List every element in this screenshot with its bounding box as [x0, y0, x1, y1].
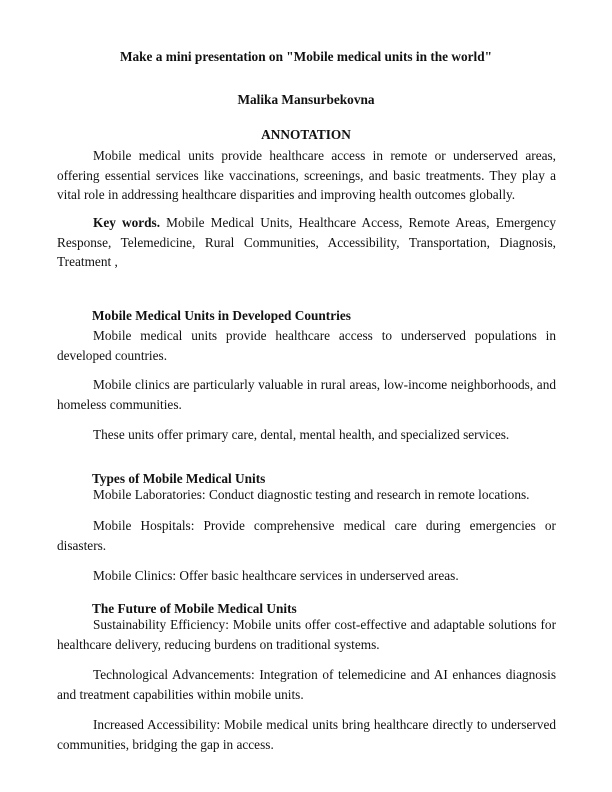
author-name: Malika Mansurbekovna [237, 92, 375, 107]
section-heading-developed-countries: Mobile Medical Units in Developed Countries [92, 308, 351, 323]
section-3-paragraph-1: Sustainability Efficiency: Mobile units offer cost-effective and adaptable solutions for healthcare delivery, reducing burdens on traditional systems. [57, 617, 556, 652]
document-title: Make a mini presentation on "Mobile medical units in the world" [119, 49, 493, 64]
keywords-paragraph [57, 213, 556, 272]
section-2-paragraph-2: Mobile Hospitals: Provide comprehensive medical care during emergencies or disasters. [57, 518, 556, 553]
annotation-heading: ANNOTATION [261, 127, 351, 142]
section-heading-future: The Future of Mobile Medical Units [92, 601, 297, 616]
section-1-paragraph-3: These units offer primary care, dental, mental health, and specialized services. [93, 427, 510, 442]
section-3-paragraph-2: Technological Advancements: Integration of telemedicine and AI enhances diagnosis and treatment capabilities within mobile units. [57, 667, 556, 702]
keywords-text: Mobile Medical Units, Healthcare Access, Remote Areas, Emergency Response, Telemedicine, Rural Communities, Accessibility, Transportation, Diagnosis, Treatment , [57, 215, 557, 270]
annotation-paragraph: Mobile medical units provide healthcare access in remote or underserved areas, offering essential services like vaccinations, screenings, and basic treatments. They play a vital role in addressing healthcare disparities and improving health outcomes globally. [57, 148, 556, 203]
section-2-paragraph-3: Mobile Clinics: Offer basic healthcare services in underserved areas. [93, 568, 459, 583]
section-2-paragraph-1: Mobile Laboratories: Conduct diagnostic testing and research in remote locations. [93, 487, 530, 502]
keywords-label: Key words. [93, 215, 161, 230]
section-1-paragraph-1: Mobile medical units provide healthcare access to underserved populations in developed countries. [57, 328, 556, 363]
section-3-paragraph-3: Increased Accessibility: Mobile medical units bring healthcare directly to underserved communities, bridging the gap in access. [57, 717, 556, 752]
section-heading-types: Types of Mobile Medical Units [92, 471, 266, 486]
section-1-paragraph-2: Mobile clinics are particularly valuable in rural areas, low-income neighborhoods, and homeless communities. [57, 377, 556, 412]
